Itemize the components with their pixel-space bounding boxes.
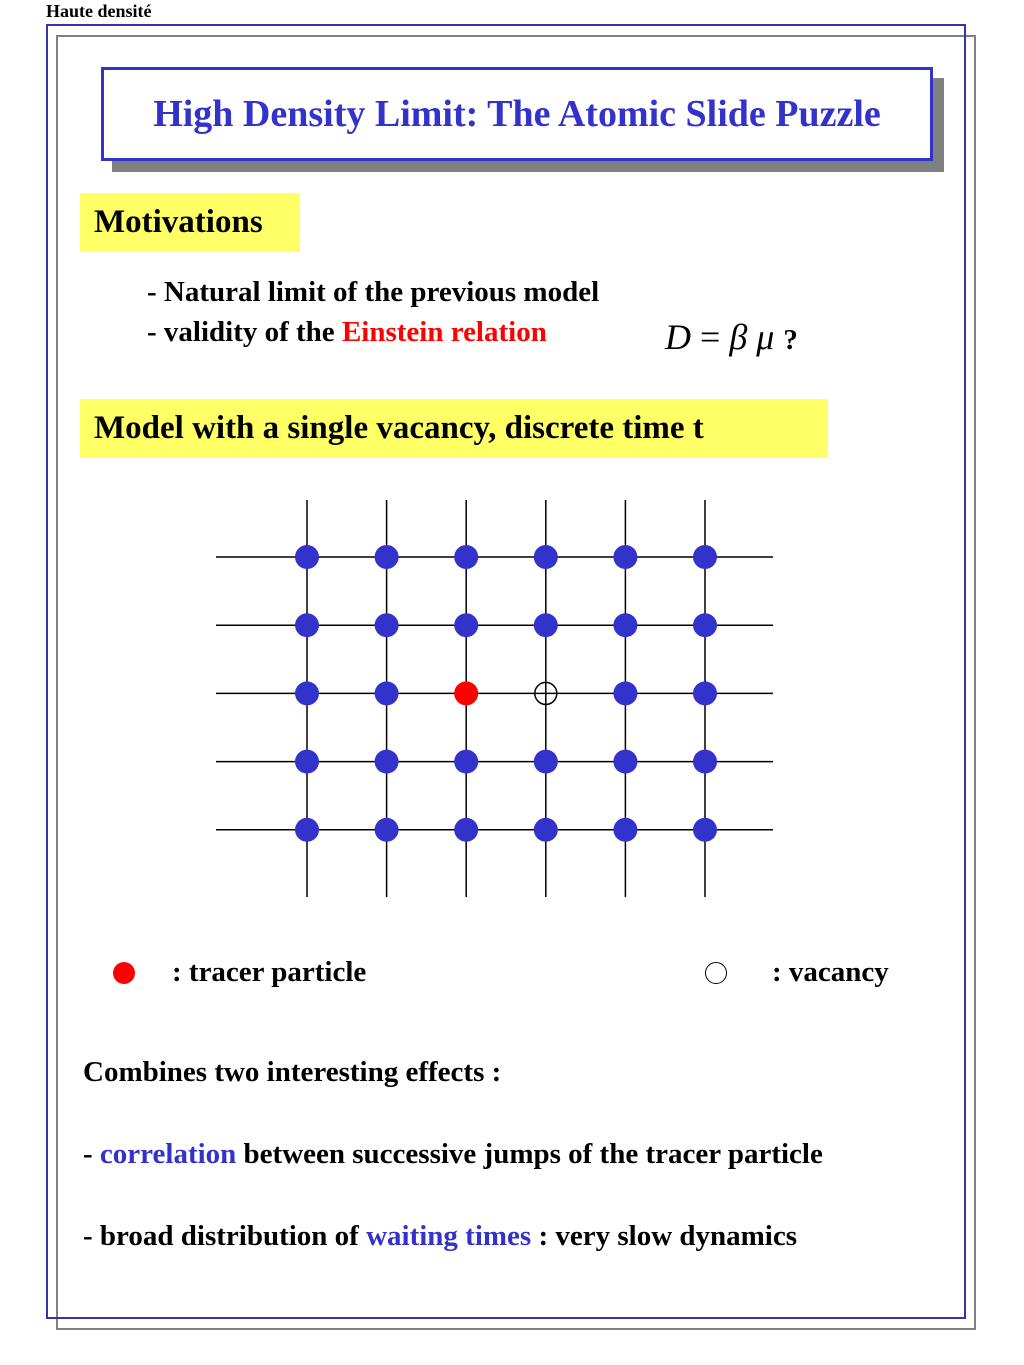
lattice-particle bbox=[454, 613, 478, 637]
formula-lhs: D bbox=[665, 317, 691, 357]
lattice-particle bbox=[295, 818, 319, 842]
motivations-heading: Motivations bbox=[94, 204, 263, 240]
waiting-times-highlight: waiting times bbox=[366, 1220, 532, 1252]
formula-beta: β bbox=[729, 317, 748, 357]
effect-1-prefix: - bbox=[83, 1138, 100, 1170]
lattice-particle bbox=[375, 613, 399, 637]
lattice-particle bbox=[295, 545, 319, 569]
lattice-particle bbox=[375, 818, 399, 842]
lattice-particle bbox=[613, 681, 637, 705]
effect-correlation bbox=[83, 1138, 823, 1171]
formula-mu: μ bbox=[756, 317, 775, 357]
lattice-particle bbox=[454, 545, 478, 569]
vacancy-legend-label: : vacancy bbox=[772, 956, 889, 988]
lattice-particle bbox=[295, 750, 319, 774]
effect-2-suffix: : very slow dynamics bbox=[531, 1220, 798, 1252]
lattice-particle bbox=[693, 681, 717, 705]
lattice-particle bbox=[693, 613, 717, 637]
lattice-particle bbox=[534, 818, 558, 842]
effect-2-prefix: - broad distribution of bbox=[83, 1220, 367, 1252]
lattice-particle bbox=[693, 750, 717, 774]
tracer-legend-icon bbox=[113, 962, 135, 984]
lattice-particle bbox=[534, 545, 558, 569]
vacancy-legend-icon bbox=[705, 962, 727, 984]
corner-label: Haute densité bbox=[46, 1, 152, 21]
lattice-particle bbox=[295, 681, 319, 705]
lattice-particle bbox=[375, 681, 399, 705]
correlation-highlight: correlation bbox=[99, 1138, 237, 1170]
lattice-particle bbox=[613, 818, 637, 842]
lattice-particle bbox=[613, 545, 637, 569]
motivation-item-1: - Natural limit of the previous model bbox=[147, 276, 600, 308]
formula-eq: = bbox=[691, 317, 730, 357]
formula-question: ? bbox=[783, 324, 798, 356]
lattice-particle bbox=[295, 613, 319, 637]
lattice-particle bbox=[534, 613, 558, 637]
tracer-legend-label: : tracer particle bbox=[172, 956, 367, 988]
model-heading: Model with a single vacancy, discrete time t bbox=[94, 410, 704, 446]
effect-1-suffix: between successive jumps of the tracer particle bbox=[236, 1138, 823, 1170]
lattice-particle bbox=[613, 750, 637, 774]
lattice-particle bbox=[454, 818, 478, 842]
page-title: High Density Limit: The Atomic Slide Puzzle bbox=[153, 93, 881, 135]
tracer-particle bbox=[454, 681, 478, 705]
effects-intro: Combines two interesting effects : bbox=[83, 1056, 502, 1088]
einstein-relation-highlight: Einstein relation bbox=[341, 316, 547, 348]
lattice-particle bbox=[454, 750, 478, 774]
lattice-particle bbox=[693, 545, 717, 569]
lattice-particle bbox=[693, 818, 717, 842]
lattice-particle bbox=[375, 545, 399, 569]
lattice-particle bbox=[375, 750, 399, 774]
effect-waiting-times bbox=[83, 1220, 797, 1253]
lattice-particle bbox=[534, 750, 558, 774]
motivation-item-2-prefix: - validity of the bbox=[147, 316, 342, 348]
lattice-particle bbox=[613, 613, 637, 637]
